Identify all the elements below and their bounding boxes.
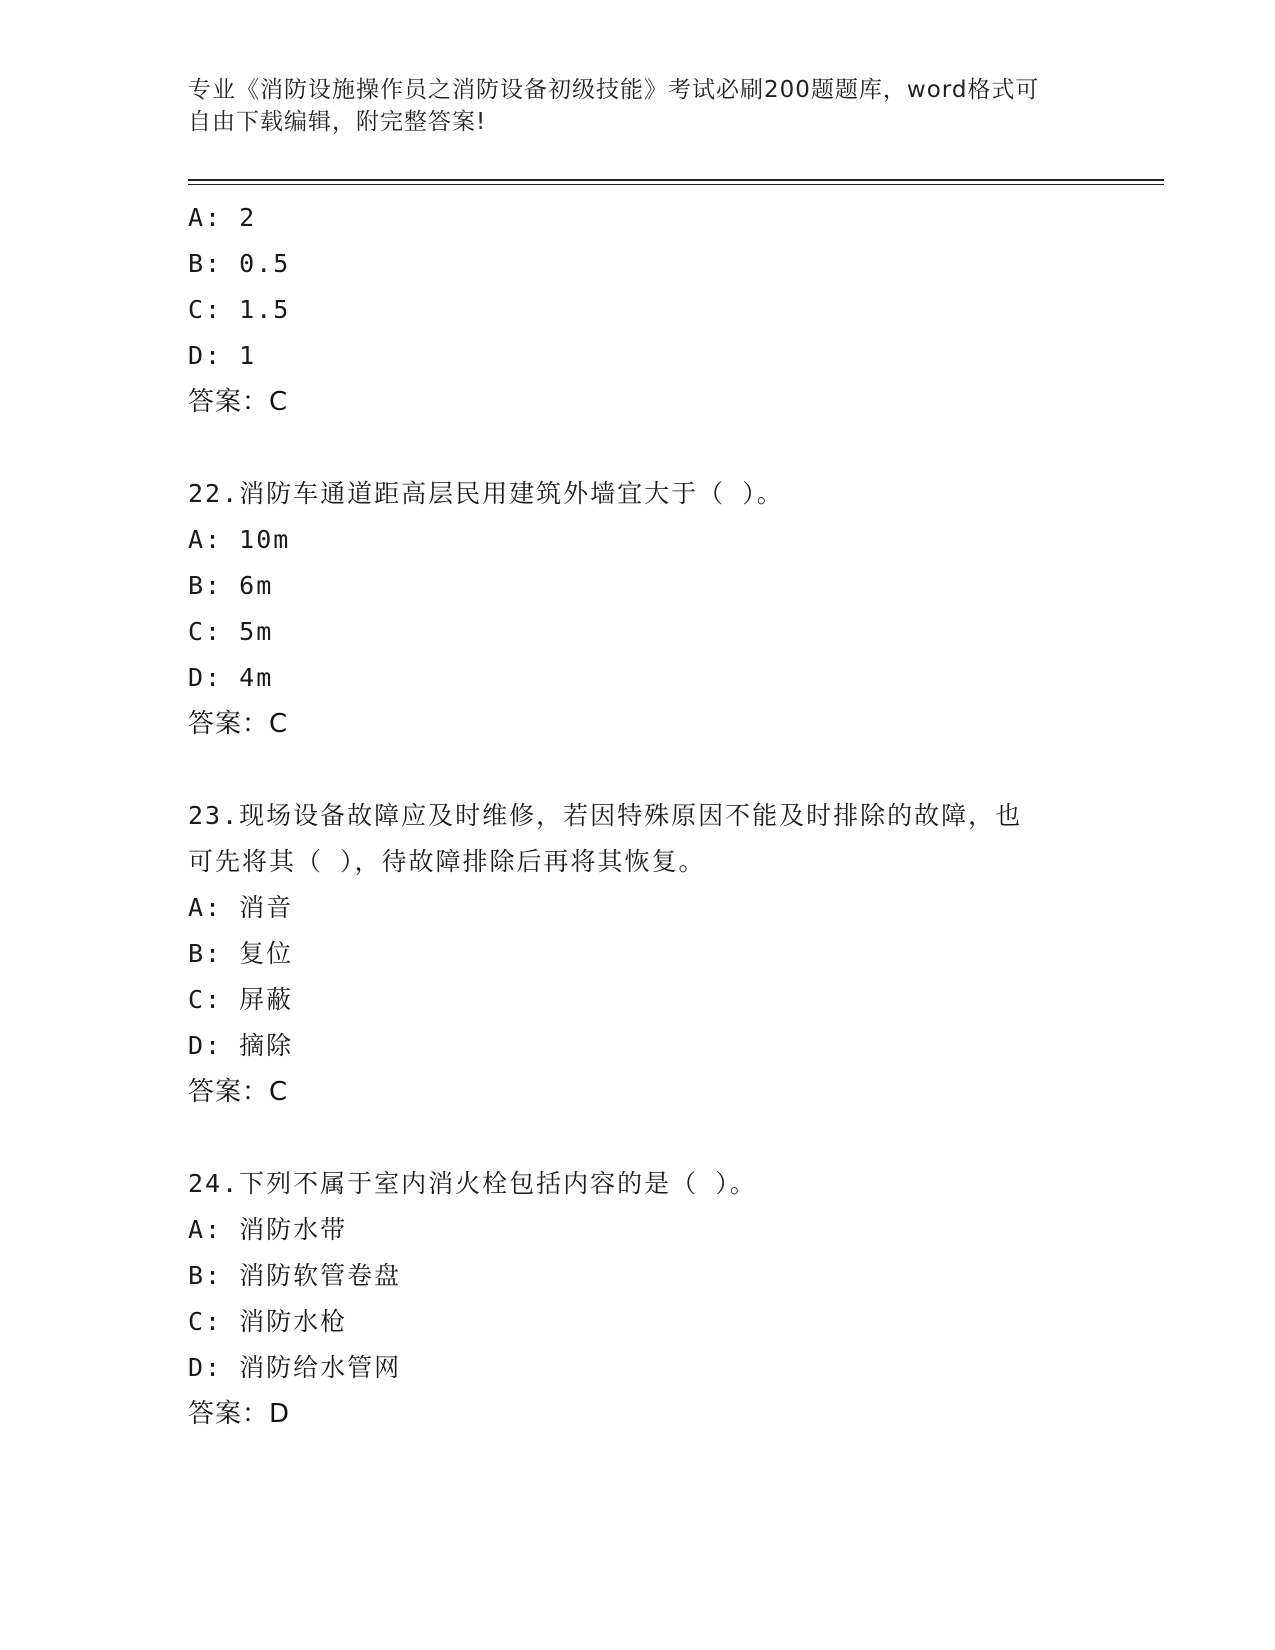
question-stem: 22.消防车通道距高层民用建筑外墙宜大于（ ）。 [188, 479, 784, 508]
option-b: B: 6m [188, 571, 274, 600]
option-c: C: 消防水枪 [188, 1307, 348, 1336]
question-stem-line-1: 23.现场设备故障应及时维修，若因特殊原因不能及时排除的故障，也 [188, 801, 1023, 830]
option-b: B: 0.5 [188, 249, 291, 278]
question-24 [188, 1161, 1088, 1437]
spacer [188, 747, 1088, 793]
header-line-2: 自由下载编辑，附完整答案! [188, 109, 487, 135]
option-d: D: 1 [188, 341, 257, 370]
answer: 答案：D [188, 1399, 291, 1429]
spacer [188, 425, 1088, 471]
header-line-1: 专业《消防设施操作员之消防设备初级技能》考试必刷200题题库，word格式可 [188, 77, 1040, 103]
answer: 答案：C [188, 387, 289, 417]
question-23 [188, 793, 1088, 1115]
option-c: C: 1.5 [188, 295, 291, 324]
option-a: A: 消防水带 [188, 1215, 348, 1244]
question-22 [188, 471, 1088, 747]
document-header [188, 74, 1068, 138]
option-d: D: 4m [188, 663, 274, 692]
option-a: A: 10m [188, 525, 291, 554]
option-b: B: 复位 [188, 939, 294, 968]
header-rule-thin [188, 184, 1164, 185]
option-a: A: 消音 [188, 893, 294, 922]
question-21 [188, 195, 1088, 425]
option-c: C: 屏蔽 [188, 985, 294, 1014]
answer: 答案：C [188, 1077, 289, 1107]
option-c: C: 5m [188, 617, 274, 646]
option-d: D: 摘除 [188, 1031, 294, 1060]
answer: 答案：C [188, 709, 289, 739]
question-list [188, 195, 1088, 1437]
option-d: D: 消防给水管网 [188, 1353, 402, 1382]
spacer [188, 1115, 1088, 1161]
question-stem: 24.下列不属于室内消火栓包括内容的是（ ）。 [188, 1169, 757, 1198]
header-rule-thick [188, 179, 1164, 181]
option-a: A: 2 [188, 203, 257, 232]
option-b: B: 消防软管卷盘 [188, 1261, 402, 1290]
question-stem-line-2: 可先将其（ ），待故障排除后再将其恢复。 [188, 847, 706, 876]
